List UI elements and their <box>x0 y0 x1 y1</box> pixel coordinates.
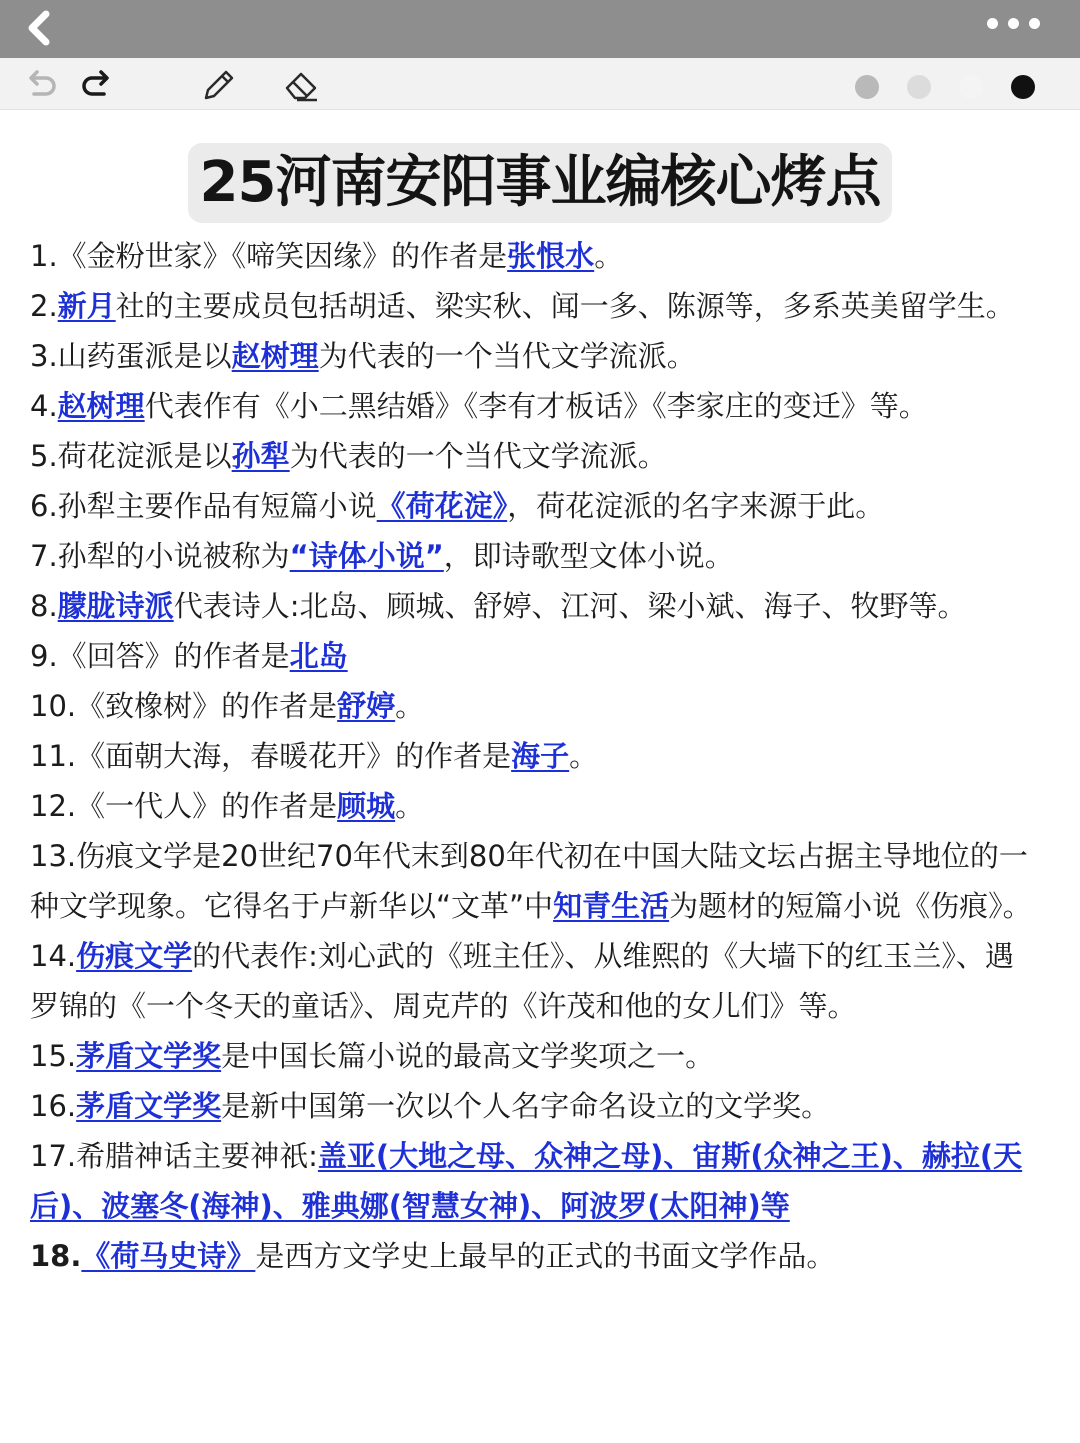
keyword-highlight: 舒婷 <box>337 689 396 723</box>
chevron-left-icon[interactable] <box>20 8 60 48</box>
note-text: 是中国长篇小说的最高文学奖项之一。 <box>221 1039 715 1073</box>
eraser-icon[interactable] <box>283 66 319 102</box>
page-title: 25河南安阳事业编核心烤点 <box>188 143 893 223</box>
redo-icon[interactable] <box>80 66 116 102</box>
note-text: ，即诗歌型文体小说。 <box>443 539 734 573</box>
note-item <box>30 381 1040 431</box>
note-text: 是西方文学史上最早的正式的书面文学作品。 <box>255 1239 836 1273</box>
keyword-highlight: 顾城 <box>337 789 396 823</box>
note-text: 为题材的短篇小说《伤痕》。 <box>669 889 1032 923</box>
note-item <box>30 631 1040 681</box>
keyword-highlight: 茅盾文学奖 <box>76 1089 222 1123</box>
note-item <box>30 581 1040 631</box>
keyword-highlight: 知青生活 <box>553 889 670 923</box>
keyword-highlight: 《荷马史诗》 <box>81 1239 256 1273</box>
note-text: 为代表的一个当代文学流派。 <box>289 439 667 473</box>
note-item <box>30 781 1040 831</box>
color-swatch-gray[interactable] <box>855 75 879 99</box>
pen-icon[interactable] <box>200 66 236 102</box>
note-text: 4. <box>30 389 58 423</box>
note-text: 1.《金粉世家》《啼笑因缘》的作者是 <box>30 239 508 273</box>
note-text: 代表作有《小二黑结婚》《李有才板话》《李家庄的变迁》等。 <box>144 389 928 423</box>
keyword-highlight: 盖亚(大地之母、众神之母)、宙斯(众神之王)、赫拉(天后)、波塞冬(海神)、雅典娜(智慧女神)、阿波罗(太阳神)等 <box>30 1139 1023 1223</box>
note-item <box>30 731 1040 781</box>
note-text: 。 <box>395 789 425 823</box>
keyword-highlight: 孙犁 <box>231 439 290 473</box>
note-item <box>30 231 1040 281</box>
keyword-highlight: 北岛 <box>289 639 348 673</box>
color-swatch-light-gray[interactable] <box>907 75 931 99</box>
note-item <box>30 531 1040 581</box>
note-text: 6.孙犁主要作品有短篇小说 <box>30 489 377 523</box>
note-text: 。 <box>569 739 599 773</box>
keyword-highlight: 赵树理 <box>231 339 319 373</box>
note-text: 8. <box>30 589 58 623</box>
note-text: 18. <box>30 1239 82 1273</box>
keyword-highlight: 海子 <box>511 739 570 773</box>
note-text: 10.《致橡树》的作者是 <box>30 689 338 723</box>
note-item <box>30 1231 1040 1281</box>
note-item <box>30 431 1040 481</box>
note-text: ，荷花淀派的名字来源于此。 <box>507 489 885 523</box>
keyword-highlight: 伤痕文学 <box>76 939 193 973</box>
note-text: 17.希腊神话主要神祇: <box>30 1139 318 1173</box>
note-text: 的代表作:刘心武的《班主任》、从维熙的《大墙下的红玉兰》、遇罗锦的《一个冬天的童话》、周克芹的《许茂和他的女儿们》等。 <box>30 939 1014 1023</box>
note-item <box>30 481 1040 531</box>
note-text: 13.伤痕文学是20世纪70年代末到80年代初在中国大陆文坛占据主导地位的一种文学现象。它得名于卢新华以“文革”中 <box>30 839 1028 923</box>
keyword-highlight: 《荷花淀》 <box>376 489 508 523</box>
color-swatch-black[interactable] <box>1011 75 1035 99</box>
note-text: 2. <box>30 289 58 323</box>
note-text: 14. <box>30 939 77 973</box>
keyword-highlight: 朦胧诗派 <box>57 589 174 623</box>
more-dots-icon[interactable] <box>987 18 1040 29</box>
keyword-highlight: “诗体小说” <box>289 539 444 573</box>
note-text: 是新中国第一次以个人名字命名设立的文学奖。 <box>221 1089 831 1123</box>
note-text: 12.《一代人》的作者是 <box>30 789 338 823</box>
note-item <box>30 681 1040 731</box>
note-text: 社的主要成员包括胡适、梁实秋、闻一多、陈源等，多系英美留学生。 <box>115 289 1015 323</box>
note-text: 5.荷花淀派是以 <box>30 439 232 473</box>
note-item <box>30 1081 1040 1131</box>
color-swatch-white[interactable] <box>959 75 983 99</box>
note-text: 11.《面朝大海，春暖花开》的作者是 <box>30 739 512 773</box>
note-text: 15. <box>30 1039 77 1073</box>
note-text: 代表诗人:北岛、顾城、舒婷、江河、梁小斌、海子、牧野等。 <box>173 589 967 623</box>
note-text: 。 <box>594 239 624 273</box>
note-text: 16. <box>30 1089 77 1123</box>
note-item <box>30 831 1040 931</box>
undo-icon[interactable] <box>22 66 58 102</box>
notes-list <box>30 231 1040 1281</box>
note-text: 7.孙犁的小说被称为 <box>30 539 290 573</box>
note-item <box>30 931 1040 1031</box>
keyword-highlight: 茅盾文学奖 <box>76 1039 222 1073</box>
note-text: 9.《回答》的作者是 <box>30 639 290 673</box>
keyword-highlight: 新月 <box>57 289 116 323</box>
note-text: 为代表的一个当代文学流派。 <box>318 339 696 373</box>
top-bar <box>0 0 1080 58</box>
note-text: 3.山药蛋派是以 <box>30 339 232 373</box>
note-item <box>30 1031 1040 1081</box>
note-item <box>30 281 1040 331</box>
title-area <box>0 143 1080 223</box>
note-text: 。 <box>395 689 425 723</box>
note-item <box>30 1131 1040 1231</box>
keyword-highlight: 赵树理 <box>57 389 145 423</box>
keyword-highlight: 张恨水 <box>507 239 595 273</box>
note-item <box>30 331 1040 381</box>
